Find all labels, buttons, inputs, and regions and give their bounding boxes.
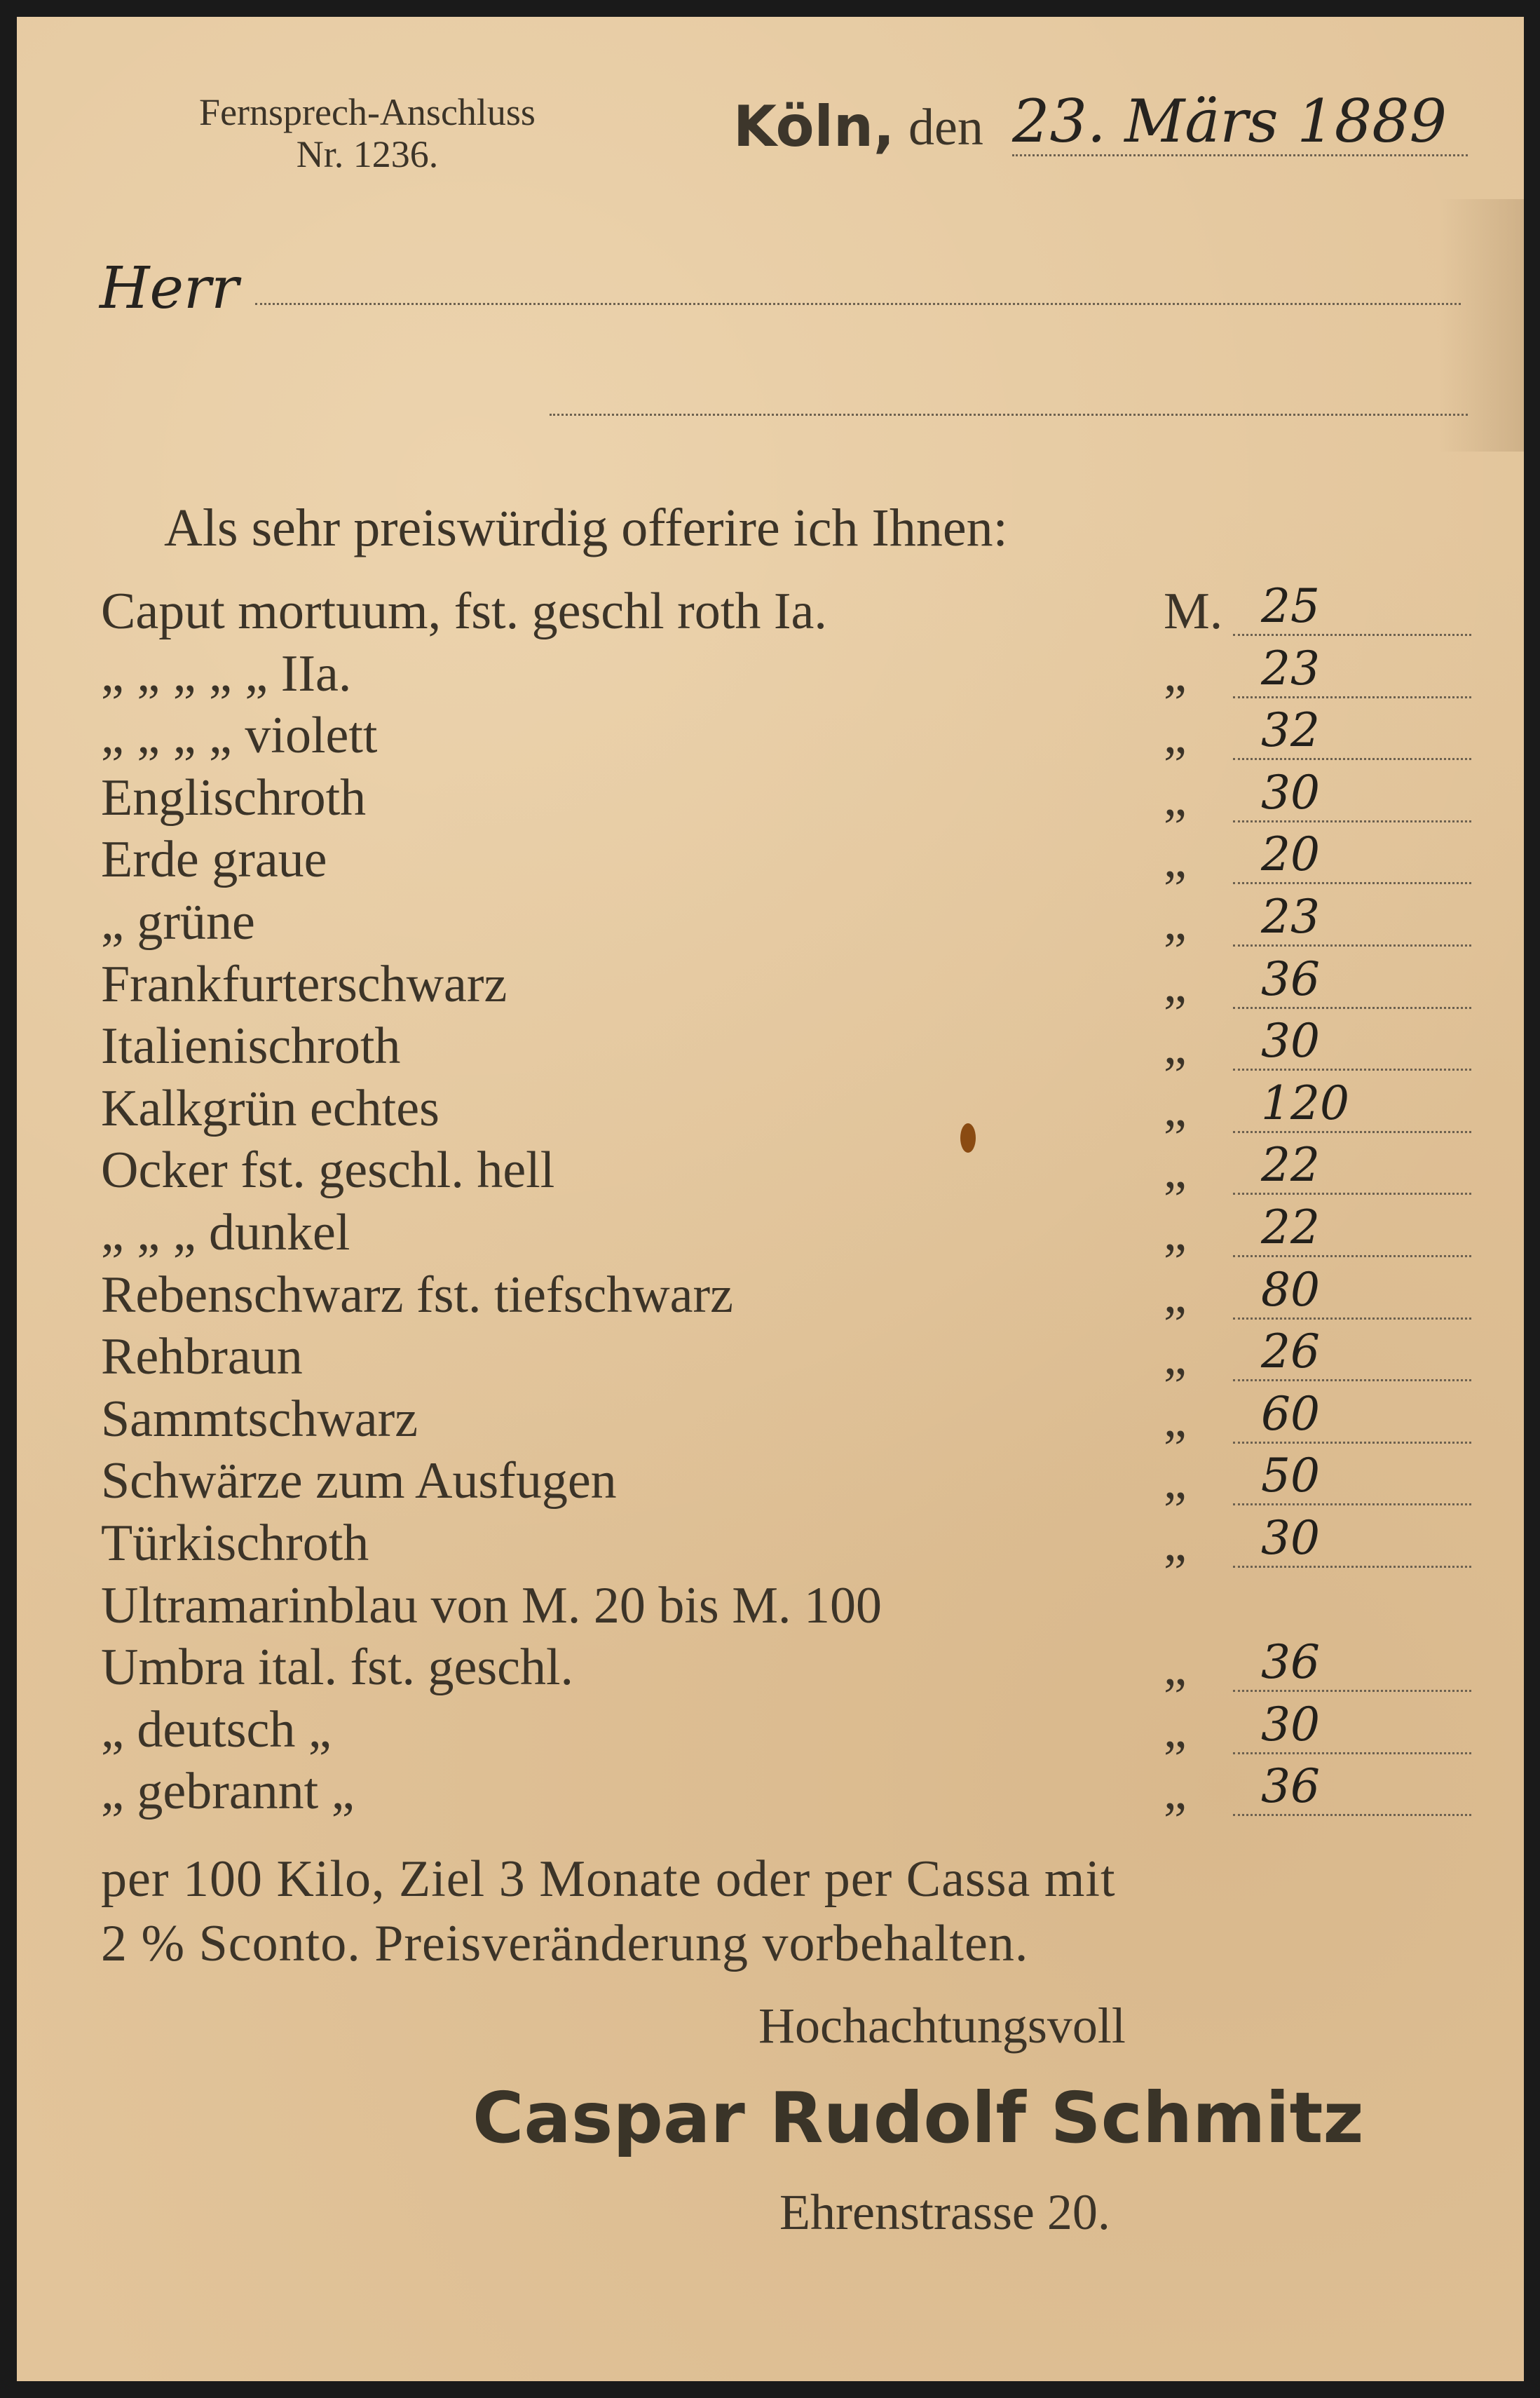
item-unit: „	[1164, 956, 1187, 1013]
item-price-handwritten: 120	[1261, 1076, 1349, 1130]
item-label: Umbra ital. fst. geschl.	[101, 1639, 574, 1696]
address-line-2	[550, 414, 1468, 416]
intro-text: Als sehr preiswürdig offerire ich Ihnen:	[164, 499, 1008, 557]
price-dotted-line	[1233, 1317, 1471, 1320]
item-unit: „	[1164, 1017, 1187, 1075]
item-label: Türkischroth	[101, 1515, 369, 1572]
price-dotted-line	[1233, 944, 1471, 947]
item-price-handwritten: 50	[1261, 1449, 1320, 1503]
item-price-handwritten: 30	[1261, 1698, 1320, 1752]
date-handwritten: 23. Märs 1889	[1012, 87, 1447, 156]
item-price-handwritten: 36	[1261, 1635, 1320, 1689]
item-label: Erde graue	[101, 831, 327, 888]
item-unit: „	[1164, 645, 1187, 703]
item-label: „ „ „ „ „ IIa.	[101, 645, 352, 703]
ink-stain	[960, 1123, 976, 1153]
item-label: „ „ „ „ violett	[101, 707, 378, 764]
item-price-handwritten: 23	[1261, 890, 1320, 944]
item-price-handwritten: 80	[1261, 1263, 1320, 1317]
price-dotted-line	[1233, 820, 1471, 822]
postcard	[17, 17, 1524, 2381]
phone-label: Fernsprech-Anschluss	[199, 91, 536, 133]
phone-number: Nr. 1236.	[296, 133, 439, 175]
item-price-handwritten: 22	[1261, 1200, 1320, 1254]
item-unit: „	[1164, 707, 1187, 764]
item-price-handwritten: 36	[1261, 952, 1320, 1006]
item-label: Kalkgrün echtes	[101, 1080, 439, 1137]
item-unit: „	[1164, 1515, 1187, 1572]
item-price-handwritten: 20	[1261, 827, 1320, 881]
item-unit: „	[1164, 1390, 1187, 1448]
item-price-handwritten: 36	[1261, 1759, 1320, 1813]
item-label: „ deutsch „	[101, 1701, 332, 1759]
item-unit: „	[1164, 893, 1187, 951]
price-dotted-line	[1233, 1814, 1471, 1816]
item-label: Schwärze zum Ausfugen	[101, 1452, 617, 1510]
item-price-handwritten: 30	[1261, 766, 1320, 820]
price-dotted-line	[1233, 1007, 1471, 1009]
company-name: Caspar Rudolf Schmitz	[472, 2077, 1364, 2159]
price-dotted-line	[1233, 1131, 1471, 1133]
price-dotted-line	[1233, 1193, 1471, 1195]
item-price-handwritten: 30	[1261, 1511, 1320, 1565]
item-unit: „	[1164, 1142, 1187, 1199]
price-dotted-line	[1233, 758, 1471, 760]
item-price-handwritten: 60	[1261, 1387, 1320, 1441]
item-label: Caput mortuum, fst. geschl roth Ia.	[101, 583, 827, 640]
price-dotted-line	[1233, 1255, 1471, 1257]
recipient-salutation: Herr	[100, 255, 239, 322]
item-price-handwritten: 23	[1261, 642, 1320, 696]
terms-line-2: 2 % Sconto. Preisveränderung vorbehalten.	[101, 1915, 1029, 1972]
price-dotted-line	[1233, 1566, 1471, 1568]
price-dotted-line	[1233, 1503, 1471, 1505]
item-price-handwritten: 22	[1261, 1138, 1320, 1192]
item-label: Rebenschwarz fst. tiefschwarz	[101, 1266, 733, 1324]
address-line-1	[255, 303, 1461, 305]
street-address: Ehrenstrasse 20.	[779, 2184, 1110, 2240]
item-unit: „	[1164, 831, 1187, 888]
item-unit: „	[1164, 1328, 1187, 1386]
price-dotted-line	[1233, 1442, 1471, 1444]
price-dotted-line	[1233, 1069, 1471, 1071]
price-dotted-line	[1233, 634, 1471, 636]
item-unit: „	[1164, 1452, 1187, 1510]
item-label: Italienischroth	[101, 1017, 401, 1075]
price-dotted-line	[1233, 696, 1471, 698]
item-unit: M.	[1164, 583, 1223, 640]
item-unit: „	[1164, 1763, 1187, 1820]
item-label: Rehbraun	[101, 1328, 303, 1386]
price-dotted-line	[1233, 1379, 1471, 1381]
phone-connection	[101, 91, 634, 175]
closing: Hochachtungsvoll	[758, 1998, 1126, 2054]
item-label: Ocker fst. geschl. hell	[101, 1142, 555, 1199]
item-label: „ grüne	[101, 893, 255, 951]
item-label: Sammtschwarz	[101, 1390, 418, 1448]
item-unit: „	[1164, 1701, 1187, 1759]
item-label: Englischroth	[101, 769, 367, 827]
item-price-handwritten: 25	[1261, 579, 1320, 633]
item-label: Frankfurterschwarz	[101, 956, 507, 1013]
item-unit: „	[1164, 1266, 1187, 1324]
item-label: „ „ „ dunkel	[101, 1204, 350, 1261]
item-price-handwritten: 32	[1261, 703, 1320, 757]
price-dotted-line	[1233, 882, 1471, 884]
price-dotted-line	[1233, 1690, 1471, 1692]
city: Köln,	[733, 94, 895, 159]
item-unit: „	[1164, 1080, 1187, 1137]
date-prefix: den	[908, 99, 983, 156]
item-price-handwritten: 26	[1261, 1325, 1320, 1378]
terms-line-1: per 100 Kilo, Ziel 3 Monate oder per Cassa mit	[101, 1850, 1116, 1908]
item-unit: „	[1164, 1204, 1187, 1261]
item-price-handwritten: 30	[1261, 1014, 1320, 1068]
item-unit: „	[1164, 769, 1187, 827]
price-dotted-line	[1233, 1752, 1471, 1754]
item-label: „ gebrannt „	[101, 1763, 355, 1820]
item-label: Ultramarinblau von M. 20 bis M. 100	[101, 1577, 883, 1634]
item-unit: „	[1164, 1639, 1187, 1696]
